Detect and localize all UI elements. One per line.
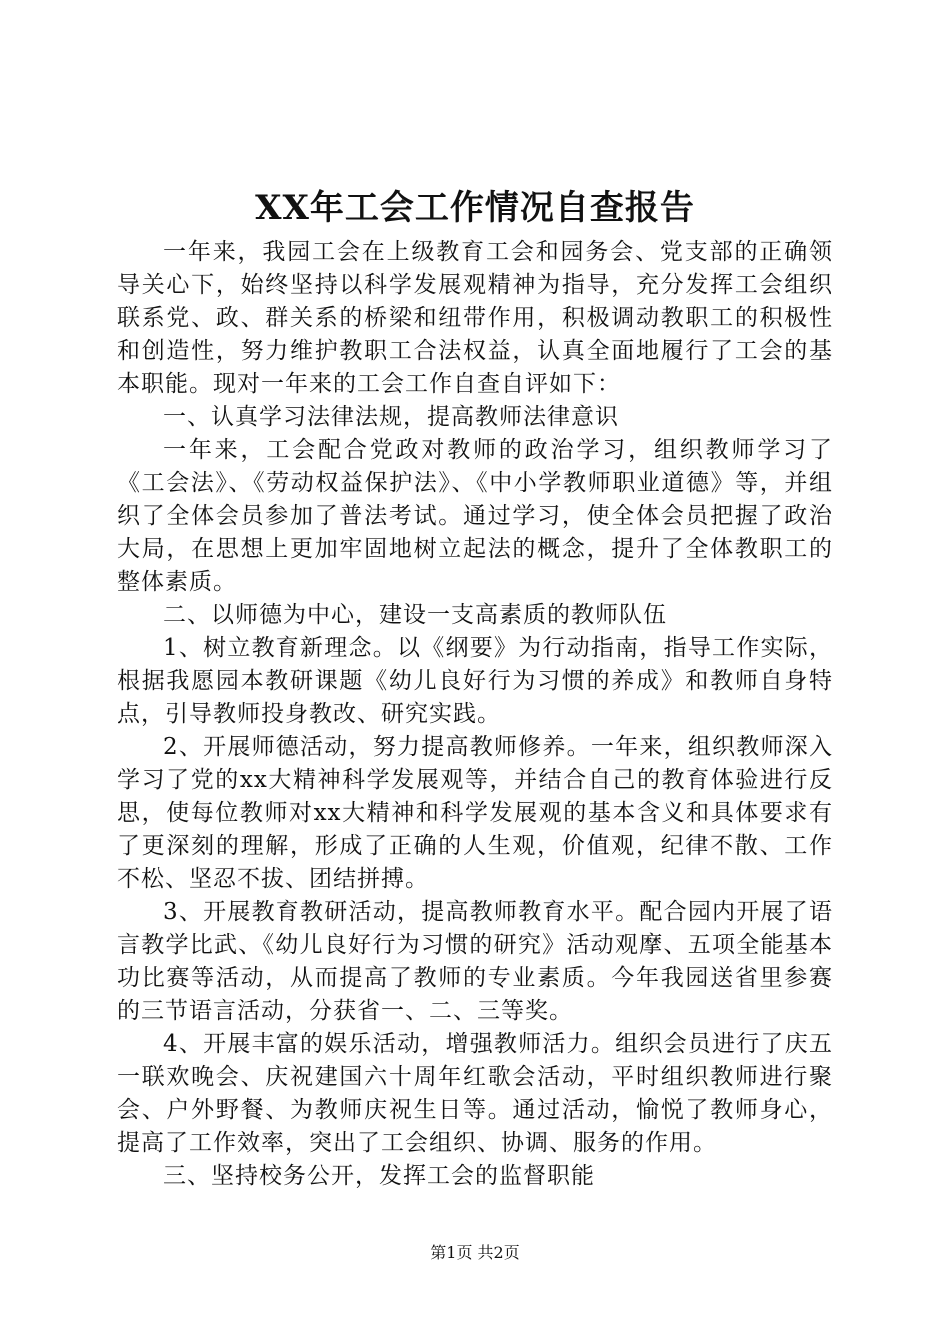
section-heading-2: 二、以师德为中心，建设一支高素质的教师队伍 xyxy=(163,602,667,628)
page-number-footer: 第1页 共2页 xyxy=(430,1243,520,1262)
paragraph-law-study: 一年来，工会配合党政对教师的政治学习，组织教师学习了《工会法》、《劳动权益保护法》、《中小学教师职业道德》等，并组织了全体会员参加了普法考试。通过学习，使全体会员把握了政治大局，在思想上更加牢固地树立起法的概念，提升了全体教职工的整体素质。 xyxy=(117,437,833,595)
document-title: XX年工会工作情况自查报告 xyxy=(255,188,695,228)
section-heading-3: 三、坚持校务公开，发挥工会的监督职能 xyxy=(163,1163,595,1189)
paragraph-item-2: 2、开展师德活动，努力提高教师修养。一年来，组织教师深入学习了党的xx大精神科学发展观等，并结合自己的教育体验进行反思，使每位教师对xx大精神和科学发展观的基本含义和具体要求有了更深刻的理解，形成了正确的人生观，价值观，纪律不散、工作不松、坚忍不拔、团结拼搏。 xyxy=(117,734,833,892)
paragraph-item-4: 4、开展丰富的娱乐活动，增强教师活力。组织会员进行了庆五一联欢晚会、庆祝建国六十周年红歌会活动，平时组织教师进行聚会、户外野餐、为教师庆祝生日等。通过活动，愉悦了教师身心，提高了工作效率，突出了工会组织、协调、服务的作用。 xyxy=(117,1031,833,1156)
document-body xyxy=(117,236,833,1193)
section-heading-1: 一、认真学习法律法规，提高教师法律意识 xyxy=(163,404,619,430)
paragraph-item-3: 3、开展教育教研活动，提高教师教育水平。配合园内开展了语言教学比武、《幼儿良好行为习惯的研究》活动观摩、五项全能基本功比赛等活动，从而提高了教师的专业素质。今年我园送省里参赛的三节语言活动，分获省一、二、三等奖。 xyxy=(117,899,833,1024)
paragraph-intro: 一年来，我园工会在上级教育工会和园务会、党支部的正确领导关心下，始终坚持以科学发展观精神为指导，充分发挥工会组织联系党、政、群关系的桥梁和纽带作用，积极调动教职工的积极性和创造性，努力维护教职工合法权益，认真全面地履行了工会的基本职能。现对一年来的工会工作自查自评如下： xyxy=(117,239,833,397)
paragraph-item-1: 1、树立教育新理念。以《纲要》为行动指南，指导工作实际，根据我愿园本教研课题《幼儿良好行为习惯的养成》和教师自身特点，引导教师投身教改、研究实践。 xyxy=(117,635,833,727)
